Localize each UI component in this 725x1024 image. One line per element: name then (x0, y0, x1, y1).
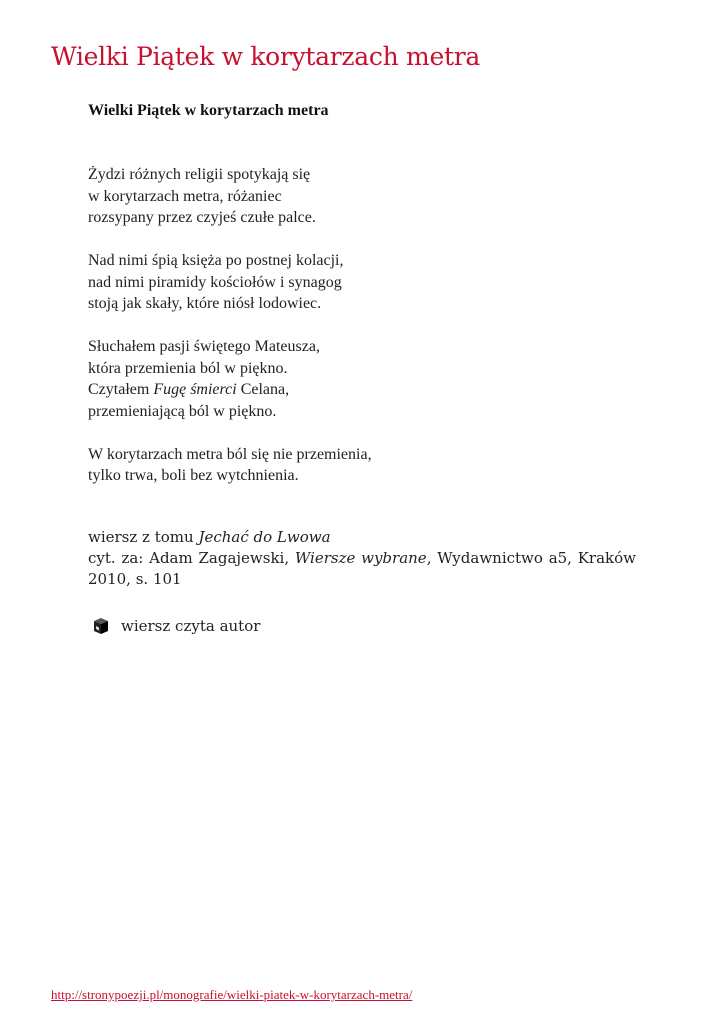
poem-line: w korytarzach metra, różaniec (88, 187, 282, 205)
audio-link[interactable] (92, 617, 260, 635)
citation-suffix: , Wydawnictwo a5, Kraków 2010, s. 101 (88, 549, 636, 588)
poem-body (88, 164, 648, 508)
stanza-3 (88, 336, 648, 422)
poem-line: która przemienia ból w piękno. (88, 359, 288, 377)
poem-text: Czytałem (88, 381, 154, 398)
poem-line: W korytarzach metra ból się nie przemienia, (88, 445, 372, 463)
poem-line: tylko trwa, boli bez wytchnienia. (88, 467, 299, 484)
poem-text: Celana, (236, 381, 290, 398)
poem-line: nad nimi piramidy kościołów i synagog (88, 273, 342, 291)
volume-line (88, 527, 636, 548)
source-info (88, 527, 636, 590)
poem-line (88, 379, 648, 401)
work-title-italic: Fugę śmierci (153, 381, 237, 398)
speaker-icon (92, 617, 110, 635)
volume-prefix: wiersz z tomu (88, 528, 199, 546)
citation-line (88, 548, 636, 590)
citation-prefix: cyt. za: Adam Zagajewski, (88, 549, 295, 567)
poem-line: stoją jak skały, które niósł lodowiec. (88, 295, 322, 312)
poem-line: Nad nimi śpią księża po postnej kolacji, (88, 252, 344, 269)
poem-heading: Wielki Piątek w korytarzach metra (88, 102, 329, 119)
page-title: Wielki Piątek w korytarzach metra (51, 42, 480, 71)
stanza-4 (88, 444, 648, 487)
source-url-link[interactable]: http://stronypoezji.pl/monografie/wielki-piatek-w-korytarzach-metra/ (51, 987, 413, 1002)
citation-title: Wiersze wybrane (294, 549, 427, 567)
poem-line: przemieniającą ból w piękno. (88, 402, 277, 420)
stanza-1 (88, 164, 648, 229)
volume-title: Jechać do Lwowa (198, 528, 331, 546)
audio-label: wiersz czyta autor (121, 617, 261, 635)
poem-line: rozsypany przez czyjeś czułe palce. (88, 209, 316, 226)
poem-line: Żydzi różnych religii spotykają się (88, 166, 311, 183)
poem-line: Słuchałem pasji świętego Mateusza, (88, 338, 320, 355)
stanza-2 (88, 250, 648, 315)
